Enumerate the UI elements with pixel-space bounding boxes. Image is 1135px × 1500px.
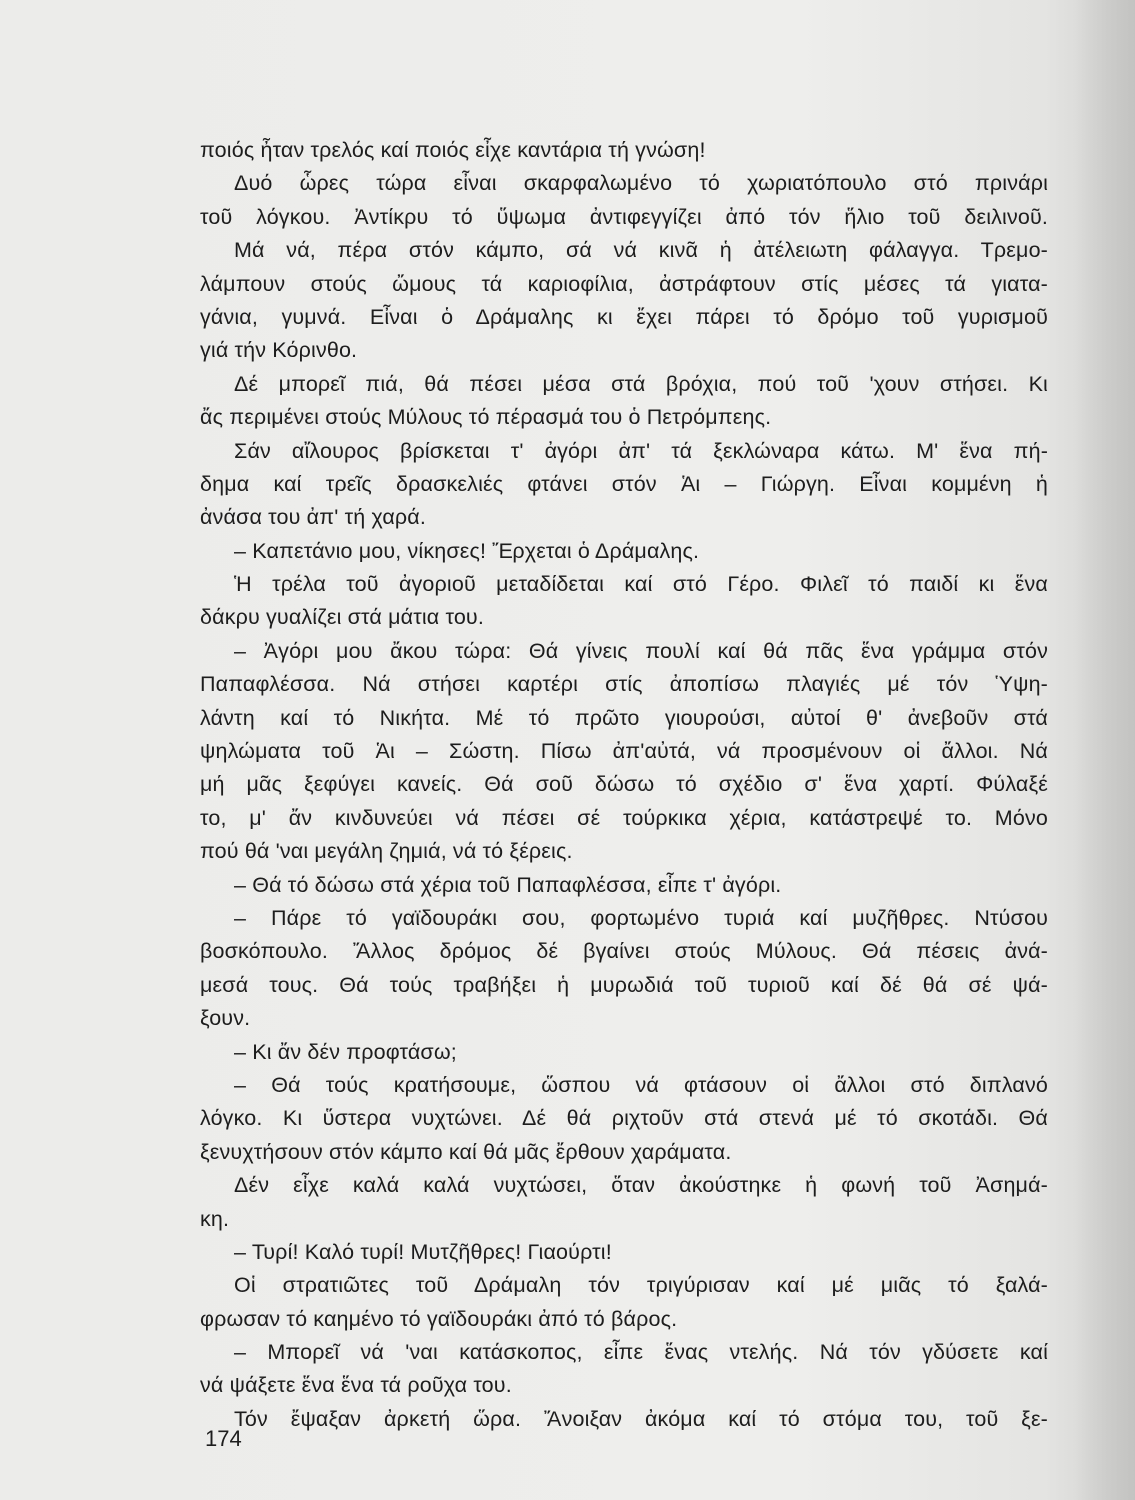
text-line: γάνια, γυμνά. Εἶναι ὁ Δράμαλης κι ἔχει πάρει τό δρόμο τοῦ γυρισμοῦ [200,304,1048,329]
text-line: πού θά 'ναι μεγάλη ζημιά, νά τό ξέρεις. [200,839,573,864]
text-line: ψηλώματα τοῦ Ἁι – Σώστη. Πίσω ἀπ'αὐτά, νά προσμένουν οἱ ἄλλοι. Νά [200,739,1048,764]
text-line: γιά τήν Κόρινθο. [200,338,358,363]
text-line: λάντη καί τό Νικήτα. Μέ τό πρῶτο γιουρούσι, αὐτοί θ' ἀνεβοῦν στά [200,705,1048,730]
text-line: – Θά τούς κρατήσουμε, ὥσπου νά φτάσουν οἱ ἄλλοι στό διπλανό [234,1072,1048,1097]
text-line: ποιός ἦταν τρελός καί ποιός εἶχε καντάρια τή γνώση! [200,138,706,162]
page-number: 174 [205,1426,242,1451]
text-line: μεσά τους. Θά τούς τραβήξει ἡ μυρωδιά τοῦ τυριοῦ καί δέ θά σέ ψά- [200,972,1048,997]
text-line: ξενυχτήσουν στόν κάμπο καί θά μᾶς ἔρθουν χαράματα. [200,1139,732,1164]
text-line: Δέν εἶχε καλά καλά νυχτώσει, ὅταν ἀκούστηκε ἡ φωνή τοῦ Ἀσημά- [234,1173,1048,1198]
text-line: – Τυρί! Καλό τυρί! Μυτζῆθρες! Γιαούρτι! [234,1239,612,1264]
text-line: Μά νά, πέρα στόν κάμπο, σά νά κινᾶ ἡ ἀτέλειωτη φάλαγγα. Τρεμο- [234,238,1048,263]
text-line: τοῦ λόγκου. Ἀντίκρυ τό ὕψωμα ἀντιφεγγίζει ἀπό τόν ἥλιο τοῦ δειλινοῦ. [200,204,1048,229]
text-line: λόγκο. Κι ὕστερα νυχτώνει. Δέ θά ριχτοῦν στά στενά μέ τό σκοτάδι. Θά [200,1106,1048,1131]
text-line: βοσκόπουλο. Ἄλλος δρόμος δέ βγαίνει στούς Μύλους. Θά πέσεις ἀνά- [200,939,1048,964]
text-line: λάμπουν στούς ὤμους τά καριοφίλια, ἀστράφτουν στίς μέσες τά γιατα- [200,271,1048,296]
text-line: Ἡ τρέλα τοῦ ἀγοριοῦ μεταδίδεται καί στό Γέρο. Φιλεῖ τό παιδί κι ἕνα [234,572,1048,597]
text-line: δάκρυ γυαλίζει στά μάτια του. [200,605,484,630]
text-line: – Πάρε τό γαϊδουράκι σου, φορτωμένο τυριά καί μυζῆθρες. Ντύσου [234,905,1048,930]
text-line: κη. [200,1206,230,1231]
text-line: – Μπορεῖ νά 'ναι κατάσκοπος, εἶπε ἕνας ντελής. Νά τόν γδύσετε καί [234,1340,1048,1365]
text-line: Σάν αἴλουρος βρίσκεται τ' ἀγόρι ἀπ' τά ξεκλώναρα κάτω. Μ' ἕνα πή- [234,438,1048,463]
text-line: – Θά τό δώσω στά χέρια τοῦ Παπαφλέσσα, εἶπε τ' ἀγόρι. [234,872,782,897]
text-line: το, μ' ἄν κινδυνεύει νά πέσει σέ τούρκικα χέρια, κατάστρεψέ το. Μόνο [200,805,1048,830]
text-line: ξουν. [200,1006,251,1031]
page-gutter-shadow [1075,0,1135,1500]
text-line: ἄς περιμένει στούς Μύλους τό πέρασμά του ὁ Πετρόμπεης. [200,405,772,430]
text-line: Δέ μπορεῖ πιά, θά πέσει μέσα στά βρόχια, πού τοῦ 'χουν στήσει. Κι [234,371,1048,396]
text-line: – Ἀγόρι μου ἄκου τώρα: Θά γίνεις πουλί καί θά πᾶς ἕνα γράμμα στόν [234,638,1048,663]
text-line: δημα καί τρεῖς δρασκελιές φτάνει στόν Ἁι – Γιώργη. Εἶναι κομμένη ἡ [200,471,1048,496]
text-line: ἀνάσα του ἀπ' τή χαρά. [200,505,426,530]
text-line: νά ψάξετε ἕνα ἕνα τά ροῦχα του. [200,1373,512,1398]
text-line: Δυό ὧρες τώρα εἶναι σκαρφαλωμένο τό χωριατόπουλο στό πρινάρι [234,171,1048,196]
text-line: – Κι ἄν δέν προφτάσω; [234,1039,457,1064]
text-line: μή μᾶς ξεφύγει κανείς. Θά σοῦ δώσω τό σχέδιο σ' ἕνα χαρτί. Φύλαξέ [200,772,1048,797]
text-line: φρωσαν τό καημένο τό γαϊδουράκι ἀπό τό βάρος. [200,1306,678,1331]
text-line: Οἱ στρατιῶτες τοῦ Δράμαλη τόν τριγύρισαν καί μέ μιᾶς τό ξαλά- [234,1273,1048,1298]
text-line: – Καπετάνιο μου, νίκησες! Ἔρχεται ὁ Δράμαλης. [234,538,700,563]
text-line: Τόν ἔψαξαν ἀρκετή ὥρα. Ἄνοιξαν ἀκόμα καί τό στόμα του, τοῦ ξε- [234,1406,1048,1431]
body-text [200,134,1048,1436]
text-line: Παπαφλέσσα. Νά στήσει καρτέρι στίς ἀποπίσω πλαγιές μέ τόν Ὑψη- [200,672,1048,697]
